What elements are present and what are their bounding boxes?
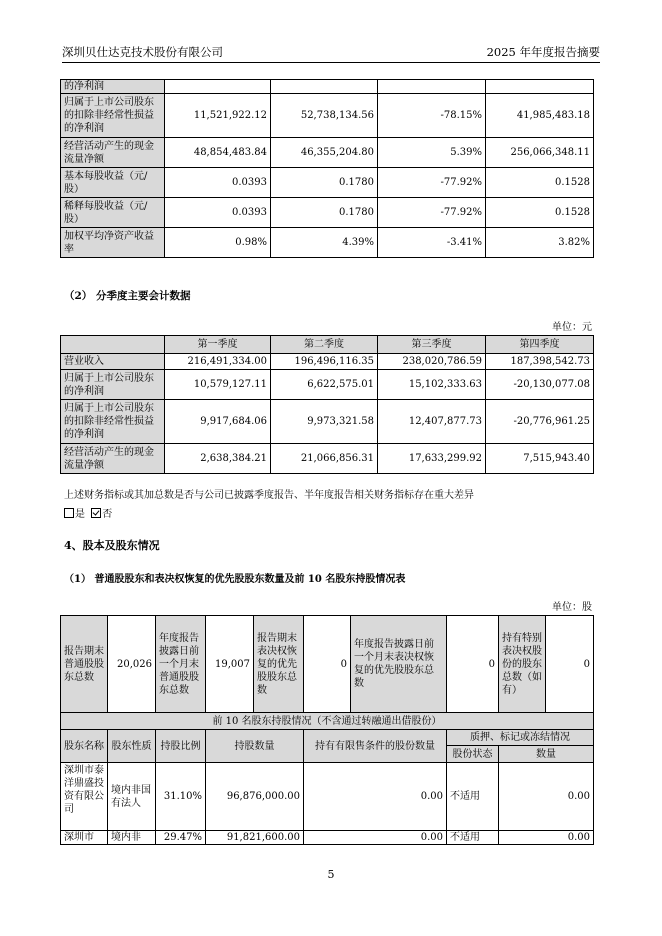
shareholder-restricted: 0.00 [304,763,447,831]
company-name: 深圳贝仕达克技术股份有限公司 [62,45,223,59]
quarter-header: 第四季度 [486,336,594,354]
page-header [62,44,600,62]
indicator-value: -77.92% [378,198,486,228]
quarter-value: 12,407,877.73 [378,400,486,444]
shareholder-restricted: 0.00 [304,831,447,845]
indicator-value: 46,355,204.80 [271,138,378,168]
top10-title: 前 10 名股东持股情况（不含通过转融通出借股份） [61,713,594,730]
indicator-label: 归属于上市公司股东的扣除非经常性损益的净利润 [61,94,165,138]
quarter-value: 21,066,856.31 [271,444,378,474]
quarter-value: 9,917,684.06 [165,400,271,444]
shareholder-qty: 96,876,000.00 [206,763,304,831]
indicator-value [378,80,486,94]
summary-value-common-holders: 20,026 [108,616,156,713]
quarter-row [61,370,594,400]
summary-label-common-holders: 报告期末普通股股东总数 [61,616,108,713]
indicator-value: 5.39% [378,138,486,168]
variance-options [64,505,112,520]
quarter-value: 7,515,943.40 [486,444,594,474]
quarter-value: 17,633,299.92 [378,444,486,474]
quarter-value: -20,130,077.08 [486,370,594,400]
indicator-value [271,80,378,94]
quarter-row [61,444,594,474]
key-indicators-table [60,79,594,258]
quarter-value: 10,579,127.11 [165,370,271,400]
quarter-row [61,354,594,370]
indicator-row [61,168,594,198]
shareholder-status: 不适用 [447,763,499,831]
shareholder-name: 深圳市 [61,831,108,845]
indicator-row [61,138,594,168]
indicator-value: 0.1780 [271,198,378,228]
indicator-label: 加权平均净资产收益率 [61,228,165,258]
quarterly-section-title: （2） 分季度主要会计数据 [64,290,191,302]
quarter-row-label: 经营活动产生的现金流量净额 [61,444,165,474]
shareholder-status: 不适用 [447,831,499,845]
indicator-row [61,198,594,228]
indicator-value [165,80,271,94]
quarter-value: 9,973,321.58 [271,400,378,444]
indicator-label: 稀释每股收益（元/股） [61,198,165,228]
indicator-value: 48,854,483.84 [165,138,271,168]
indicator-value: 3.82% [486,228,594,258]
col-header-ratio: 持股比例 [156,730,206,763]
indicator-label: 的净利润 [61,80,165,94]
col-header-qty: 持股数量 [206,730,304,763]
page-number: 5 [327,868,335,881]
indicator-value: 256,066,348.11 [486,138,594,168]
quarter-value: 238,020,786.59 [378,354,486,370]
shareholder-ratio: 31.10% [156,763,206,831]
col-header-count: 数量 [499,746,594,763]
summary-label-special-voting: 持有特别表决权股份的股东总数（如有） [499,616,546,713]
quarter-value: 216,491,334.00 [165,354,271,370]
checkbox-no-checked-icon [91,508,101,518]
shareholder-table [60,615,594,845]
quarter-header: 第二季度 [271,336,378,354]
indicator-value: 41,985,483.18 [486,94,594,138]
indicator-row [61,80,594,94]
quarter-value: 187,398,542.73 [486,354,594,370]
option-no-label: 否 [102,509,113,520]
indicator-value: -3.41% [378,228,486,258]
indicator-value: 0.1528 [486,168,594,198]
variance-note: 上述财务指标或其加总数是否与公司已披露季度报告、半年度报告相关财务指标存在重大差异 [64,490,474,501]
shareholder-count: 0.00 [499,831,594,845]
col-header-status: 股份状态 [447,746,499,763]
section4-title: 4、股本及股东情况 [64,539,160,552]
checkbox-yes-icon [64,508,74,518]
quarter-header [61,336,165,354]
indicator-value: -78.15% [378,94,486,138]
indicator-value: 0.0393 [165,198,271,228]
indicator-value: 0.0393 [165,168,271,198]
quarter-row-label: 归属于上市公司股东的扣除非经常性损益的净利润 [61,400,165,444]
shareholder-nature: 境内非 [108,831,156,845]
indicator-value: 0.1528 [486,198,594,228]
section4-1-title: （1） 普通股股东和表决权恢复的优先股股东数量及前 10 名股东持股情况表 [64,574,406,585]
quarter-row-label: 归属于上市公司股东的净利润 [61,370,165,400]
quarter-row-label: 营业收入 [61,354,165,370]
col-header-pledge: 质押、标记或冻结情况 [447,730,594,746]
summary-value-preferred-holders: 0 [304,616,351,713]
shareholder-name: 深圳市泰洋鼎盛投资有限公司 [61,763,108,831]
shareholder-count: 0.00 [499,763,594,831]
quarter-header: 第三季度 [378,336,486,354]
quarter-header: 第一季度 [165,336,271,354]
quarter-value: 6,622,575.01 [271,370,378,400]
header-divider [62,62,600,63]
indicator-value: 4.39% [271,228,378,258]
quarter-value: 15,102,333.63 [378,370,486,400]
indicator-label: 基本每股收益（元/股） [61,168,165,198]
indicator-value: -77.92% [378,168,486,198]
summary-value-month-end-holders: 19,007 [206,616,254,713]
indicator-row [61,94,594,138]
summary-value-month-end-preferred: 0 [447,616,499,713]
col-header-restricted: 持有有限售条件的股份数量 [304,730,447,763]
summary-label-month-end-preferred: 年度报告披露日前一个月末表决权恢复的优先股股东总数 [351,616,447,713]
indicator-value: 52,738,134.56 [271,94,378,138]
shareholder-nature: 境内非国有法人 [108,763,156,831]
quarterly-table [60,335,594,474]
indicator-row [61,228,594,258]
option-yes-label: 是 [75,509,85,520]
summary-value-special-voting: 0 [546,616,594,713]
summary-label-preferred-holders: 报告期末表决权恢复的优先股股东总数 [254,616,304,713]
quarter-value: 2,638,384.21 [165,444,271,474]
shareholder-ratio: 29.47% [156,831,206,845]
indicator-value: 0.98% [165,228,271,258]
quarter-row [61,400,594,444]
quarter-value: 196,496,116.35 [271,354,378,370]
report-title: 2025 年年度报告摘要 [486,45,600,59]
shareholder-unit: 单位：股 [552,602,592,613]
indicator-value: 0.1780 [271,168,378,198]
quarter-value: -20,776,961.25 [486,400,594,444]
indicator-value [486,80,594,94]
shareholder-qty: 91,821,600.00 [206,831,304,845]
indicator-value: 11,521,922.12 [165,94,271,138]
col-header-nature: 股东性质 [108,730,156,763]
col-header-name: 股东名称 [61,730,108,763]
indicator-label: 经营活动产生的现金流量净额 [61,138,165,168]
quarterly-unit: 单位：元 [552,322,592,333]
summary-label-month-end-holders: 年度报告披露日前一个月末普通股股东总数 [156,616,206,713]
